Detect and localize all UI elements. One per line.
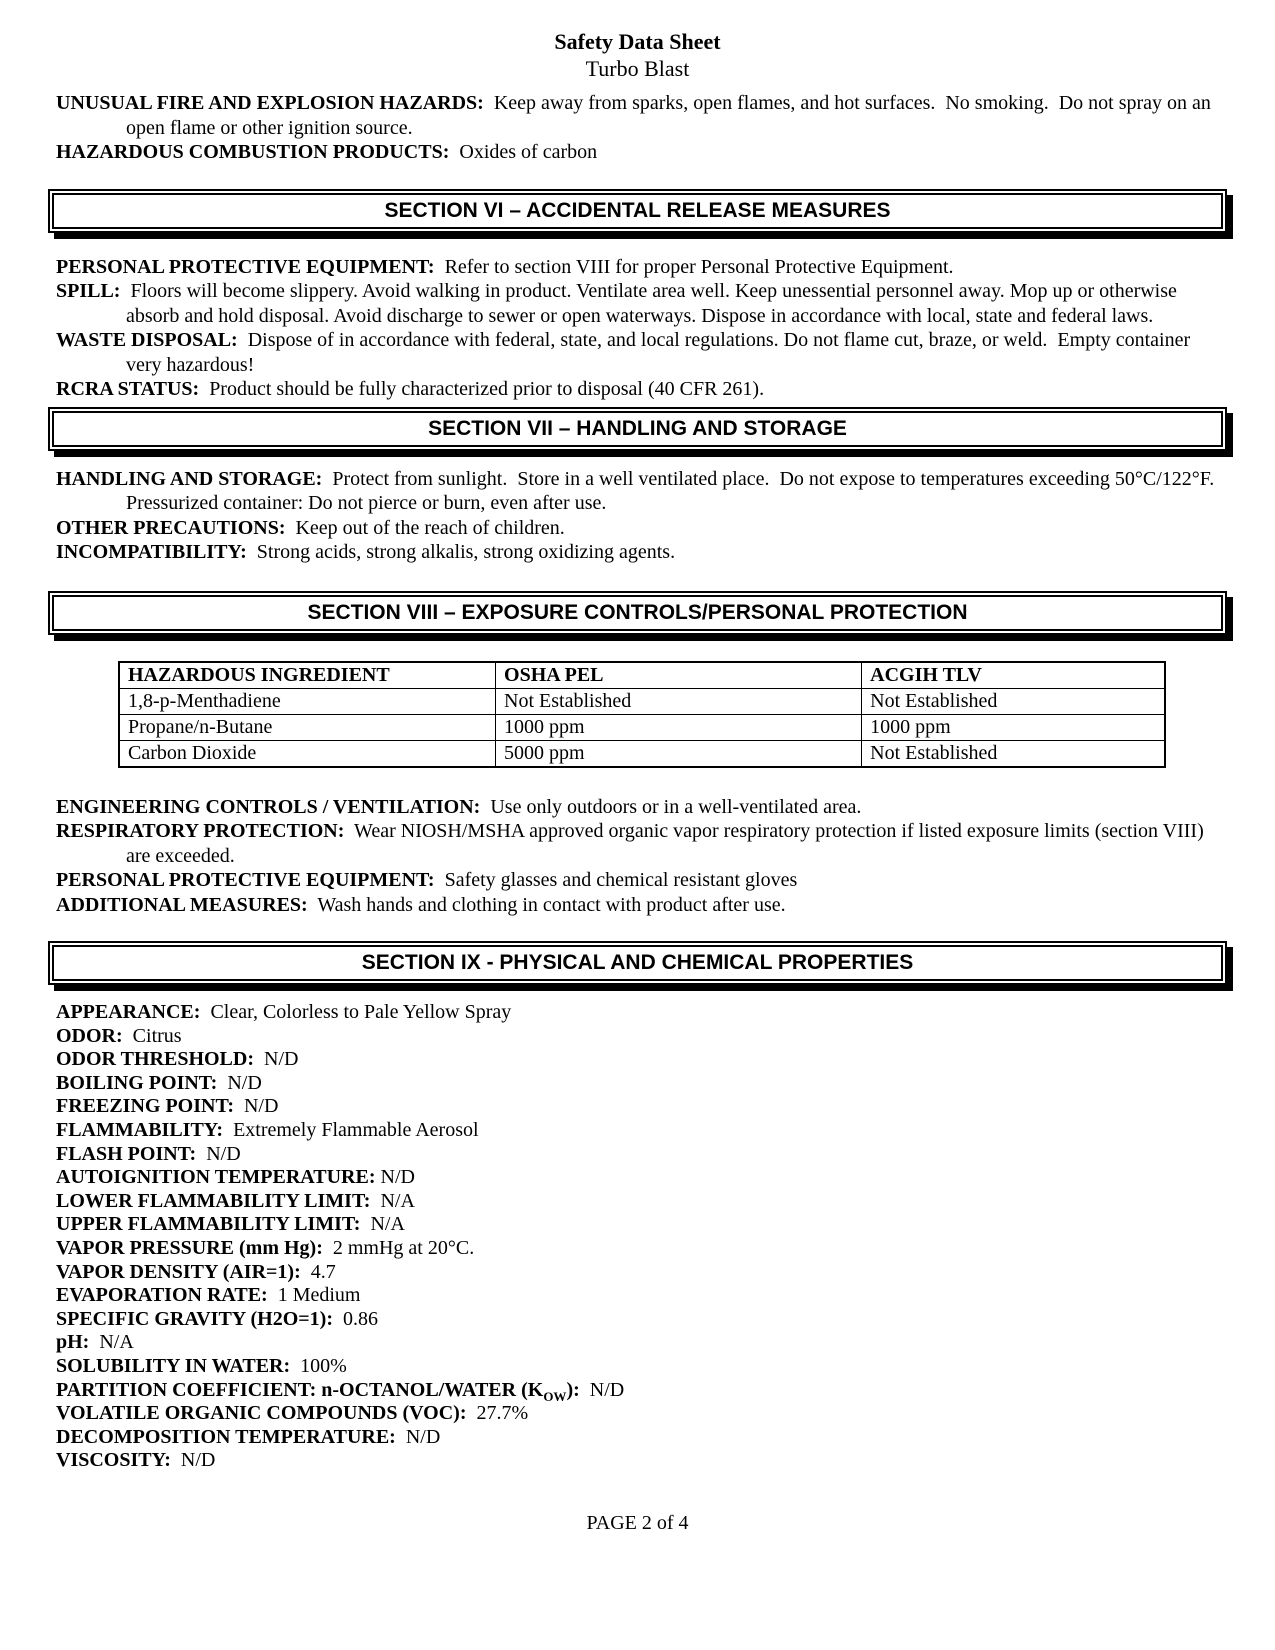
- page-number: PAGE 2 of 4: [586, 1512, 689, 1534]
- table-cell: Not Established: [496, 688, 862, 714]
- handling-and-storage-label: HANDLING AND STORAGE:: [56, 467, 323, 490]
- table-cell: Not Established: [862, 740, 1165, 767]
- unusual-fire-hazards-text: Keep away from sparks, open flames, and hot surfaces. No smoking. Do not spray on an open flame or other ignition source.: [126, 92, 1216, 139]
- table-header-hazardous-ingredient: HAZARDOUS INGREDIENT: [119, 662, 496, 689]
- table-cell: 5000 ppm: [496, 740, 862, 767]
- autoignition-temperature-label: AUTOIGNITION TEMPERATURE:: [56, 1166, 376, 1189]
- section-ix-heading: SECTION IX - PHYSICAL AND CHEMICAL PROPERTIES: [361, 951, 914, 974]
- viscosity-value: N/D: [170, 1449, 216, 1472]
- section-viii-banner-inner: [52, 595, 1223, 631]
- specific-gravity-label: SPECIFIC GRAVITY (H2O=1):: [56, 1307, 333, 1330]
- table-header-row: [119, 662, 1165, 689]
- section-viii-banner: [48, 591, 1227, 635]
- section-vii: [48, 407, 1230, 565]
- engineering-controls-text: Use only outdoors or in a well-ventilated area.: [480, 795, 862, 818]
- exposure-limits-table: [118, 661, 1166, 768]
- specific-gravity-value: 0.86: [332, 1307, 378, 1330]
- table-cell: Not Established: [862, 688, 1165, 714]
- table-cell: Propane/n-Butane: [119, 714, 496, 740]
- odor-value: Citrus: [122, 1024, 182, 1047]
- other-precautions-label: OTHER PRECAUTIONS:: [56, 516, 286, 539]
- lower-flammability-limit-label: LOWER FLAMMABILITY LIMIT:: [56, 1189, 371, 1212]
- personal-protective-equipment-item: [56, 255, 1219, 280]
- evaporation-rate-label: EVAPORATION RATE:: [56, 1284, 268, 1307]
- voc-item: [56, 1402, 1219, 1426]
- table-row: [119, 740, 1165, 767]
- handling-and-storage-item: [56, 467, 1230, 516]
- solubility-in-water-label: SOLUBILITY IN WATER:: [56, 1354, 291, 1377]
- vapor-density-value: 4.7: [300, 1260, 336, 1283]
- flash-point-item: [56, 1143, 1219, 1167]
- flammability-value: Extremely Flammable Aerosol: [223, 1118, 479, 1141]
- specific-gravity-item: [56, 1308, 1219, 1332]
- product-name: Turbo Blast: [585, 56, 690, 81]
- document-title: Safety Data Sheet: [554, 29, 721, 54]
- viscosity-item: [56, 1449, 1219, 1473]
- incompatibility-label: INCOMPATIBILITY:: [56, 541, 247, 563]
- section-vi: [48, 189, 1227, 402]
- decomposition-temperature-item: [56, 1426, 1219, 1450]
- odor-item: [56, 1025, 1219, 1049]
- additional-measures-label: ADDITIONAL MEASURES:: [56, 893, 308, 916]
- engineering-controls-label: ENGINEERING CONTROLS / VENTILATION:: [56, 795, 481, 818]
- vapor-pressure-label: VAPOR PRESSURE (mm Hg):: [56, 1236, 323, 1259]
- section-ix: [48, 941, 1227, 1473]
- odor-label: ODOR:: [56, 1024, 123, 1047]
- flash-point-value: N/D: [196, 1142, 241, 1165]
- vapor-density-label: VAPOR DENSITY (AIR=1):: [56, 1260, 301, 1283]
- lower-flammability-limit-item: [56, 1190, 1219, 1214]
- table-cell: 1000 ppm: [496, 714, 862, 740]
- upper-flammability-limit-label: UPPER FLAMMABILITY LIMIT:: [56, 1213, 361, 1236]
- section-vi-banner: [48, 189, 1227, 233]
- spill-label: SPILL:: [56, 280, 121, 302]
- evaporation-rate-item: [56, 1284, 1219, 1308]
- section-viii-items: [48, 795, 1227, 918]
- autoignition-temperature-value: N/D: [375, 1166, 415, 1189]
- handling-and-storage-text: Protect from sunlight. Store in a well ventilated place. Do not expose to temperatures exceeding 50°C/122°F. Pressurized container: Do not pierce or burn, even after use.: [126, 467, 1230, 514]
- vapor-density-item: [56, 1261, 1219, 1285]
- table-cell: 1000 ppm: [862, 714, 1165, 740]
- vapor-pressure-item: [56, 1237, 1219, 1261]
- appearance-item: [56, 1001, 1219, 1025]
- section-vii-banner: [48, 407, 1227, 451]
- ppe-gloves-item: [56, 868, 1219, 893]
- rcra-status-item: [56, 377, 1219, 402]
- flammability-item: [56, 1119, 1219, 1143]
- partition-coefficient-label: [56, 1378, 580, 1404]
- upper-flammability-limit-value: N/A: [360, 1213, 405, 1236]
- appearance-value: Clear, Colorless to Pale Yellow Spray: [200, 1001, 512, 1023]
- respiratory-protection-item: [56, 819, 1219, 868]
- engineering-controls-item: [56, 795, 1219, 820]
- odor-threshold-value: N/D: [254, 1048, 299, 1071]
- rcra-status-label: RCRA STATUS:: [56, 378, 200, 400]
- upper-flammability-limit-item: [56, 1213, 1219, 1237]
- waste-disposal-text: Dispose of in accordance with federal, state, and local regulations. Do not flame cut, braze, or weld. Empty container very hazardous!: [126, 329, 1196, 376]
- partition-coefficient-value: N/D: [579, 1378, 625, 1401]
- partition-coefficient-subscript: OW: [543, 1388, 567, 1404]
- boiling-point-label: BOILING POINT:: [56, 1071, 218, 1094]
- additional-measures-item: [56, 893, 1219, 918]
- hazardous-combustion-item: [56, 140, 1219, 165]
- appearance-label: APPEARANCE:: [56, 1001, 201, 1023]
- unusual-fire-hazards-label: UNUSUAL FIRE AND EXPLOSION HAZARDS:: [56, 92, 484, 114]
- partition-coefficient-item: [56, 1379, 1219, 1403]
- section-ix-banner-inner: [52, 945, 1223, 981]
- waste-disposal-item: [56, 328, 1219, 377]
- table-row: [119, 688, 1165, 714]
- other-precautions-text: Keep out of the reach of children.: [285, 516, 565, 539]
- ph-item: [56, 1331, 1219, 1355]
- viscosity-label: VISCOSITY:: [56, 1449, 171, 1472]
- hazardous-combustion-text: Oxides of carbon: [449, 141, 598, 163]
- personal-protective-equipment-text: Refer to section VIII for proper Personal Protective Equipment.: [434, 255, 954, 278]
- unusual-fire-hazards-item: [56, 91, 1219, 140]
- flash-point-label: FLASH POINT:: [56, 1142, 197, 1165]
- section-vi-banner-inner: [52, 193, 1223, 229]
- section-vii-banner-inner: [52, 411, 1223, 447]
- additional-measures-text: Wash hands and clothing in contact with product after use.: [307, 893, 786, 916]
- partition-coefficient-label-pre: PARTITION COEFFICIENT: n-OCTANOL/WATER (K: [56, 1378, 544, 1401]
- hazardous-combustion-label: HAZARDOUS COMBUSTION PRODUCTS:: [56, 141, 450, 163]
- spill-text: Floors will become slippery. Avoid walking in product. Ventilate area well. Keep unessential personnel away. Mop up or otherwise absorb and hold disposal. Avoid discharge to sewer or open waterways. Dispose in accordance with local, state and federal laws.: [120, 280, 1182, 327]
- table-cell: Carbon Dioxide: [119, 740, 496, 767]
- other-precautions-item: [56, 516, 1219, 541]
- table-row: [119, 714, 1165, 740]
- decomposition-temperature-value: N/D: [395, 1425, 441, 1448]
- autoignition-temperature-item: [56, 1166, 1219, 1190]
- respiratory-protection-text: Wear NIOSH/MSHA approved organic vapor respiratory protection if listed exposure limits (section VIII) are exceeded.: [126, 820, 1209, 867]
- incompatibility-text: Strong acids, strong alkalis, strong oxidizing agents.: [246, 541, 676, 563]
- solubility-in-water-item: [56, 1355, 1219, 1379]
- spill-item: [56, 279, 1219, 328]
- rcra-status-text: Product should be fully characterized prior to disposal (40 CFR 261).: [199, 378, 765, 400]
- ph-label: pH:: [56, 1331, 90, 1354]
- table-cell: 1,8-p-Menthadiene: [119, 688, 496, 714]
- voc-label: VOLATILE ORGANIC COMPOUNDS (VOC):: [56, 1402, 467, 1425]
- intro-section: [48, 91, 1227, 165]
- ppe-gloves-text: Safety glasses and chemical resistant gloves: [434, 869, 798, 891]
- lower-flammability-limit-value: N/A: [370, 1189, 415, 1212]
- freezing-point-item: [56, 1095, 1219, 1119]
- table-header-acgih-tlv: ACGIH TLV: [862, 662, 1165, 689]
- solubility-in-water-value: 100%: [290, 1354, 347, 1377]
- boiling-point-item: [56, 1072, 1219, 1096]
- section-vi-heading: SECTION VI – ACCIDENTAL RELEASE MEASURES: [384, 198, 891, 222]
- section-vii-heading: SECTION VII – HANDLING AND STORAGE: [428, 416, 847, 440]
- table-header-osha-pel: OSHA PEL: [496, 662, 862, 689]
- partition-coefficient-label-post: ):: [566, 1378, 580, 1401]
- personal-protective-equipment-label: PERSONAL PROTECTIVE EQUIPMENT:: [56, 255, 435, 278]
- section-viii: [48, 591, 1227, 918]
- voc-value: 27.7%: [466, 1402, 529, 1425]
- evaporation-rate-value: 1 Medium: [267, 1284, 361, 1307]
- ppe-gloves-label: PERSONAL PROTECTIVE EQUIPMENT:: [56, 869, 435, 891]
- flammability-label: FLAMMABILITY:: [56, 1118, 224, 1141]
- ph-value: N/A: [89, 1331, 134, 1354]
- boiling-point-value: N/D: [217, 1071, 262, 1094]
- freezing-point-label: FREEZING POINT:: [56, 1095, 234, 1118]
- vapor-pressure-value: 2 mmHg at 20°C.: [322, 1236, 475, 1259]
- respiratory-protection-label: RESPIRATORY PROTECTION:: [56, 820, 345, 842]
- odor-threshold-item: [56, 1048, 1219, 1072]
- section-ix-banner: [48, 941, 1227, 985]
- section-viii-heading: SECTION VIII – EXPOSURE CONTROLS/PERSONAL PROTECTION: [307, 600, 968, 624]
- odor-threshold-label: ODOR THRESHOLD:: [56, 1048, 254, 1071]
- freezing-point-value: N/D: [233, 1095, 279, 1118]
- incompatibility-item: [56, 540, 1219, 565]
- decomposition-temperature-label: DECOMPOSITION TEMPERATURE:: [56, 1425, 396, 1448]
- waste-disposal-label: WASTE DISPOSAL:: [56, 329, 238, 351]
